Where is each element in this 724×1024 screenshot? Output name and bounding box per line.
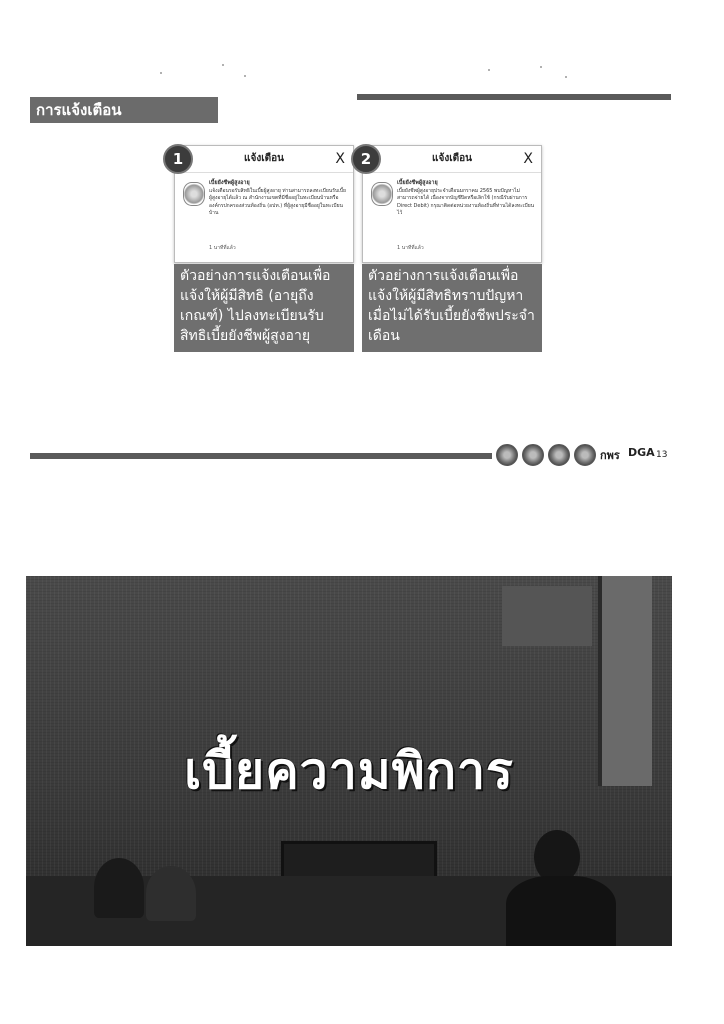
mws-logo: กพร [600,449,620,462]
agency-seal-icon [548,444,570,466]
scan-speck [565,76,567,78]
card-message: แจ้งเตือนรอรับสิทธิในเบี้ยผู้สูงอายุ ท่านสามารถลงทะเบียนรับเบี้ยผู้สูงอายุได้แล้ว ณ สำนักงานเขตที่มีชื่ออยู่ในทะเบียนบ้านหรือองค์กรปกครองส่วนท้องถิ่น (อปท.) ที่ผู้สูงอายุมีชื่ออยู่ในทะเบียนบ้าน [209,187,346,216]
wall-panel [502,586,592,646]
caption-box-2: ตัวอย่างการแจ้งเตือนเพื่อแจ้งให้ผู้มีสิทธิทราบปัญหาเมื่อไม่ได้รับเบี้ยยังชีพประจำเดือน [362,264,542,352]
card-text [397,180,535,218]
scan-speck [540,66,542,68]
footer-rule [30,453,492,459]
step-badge: 2 [351,144,381,174]
card-heading: เบี้ยยังชีพผู้สูงอายุ [397,180,438,186]
person-silhouette-left-2 [146,866,196,921]
card-body [369,180,535,258]
scan-speck [488,69,490,71]
header-rule [357,94,671,100]
card-body [181,180,347,258]
card-title: แจ้งเตือน [432,153,472,164]
title-slide-photo [26,576,672,946]
section-title: การแจ้งเตือน (Notification) [30,97,218,123]
card-message: เบี้ยยังชีพผู้สูงอายุประจำเดือนมกราคม 2565 พบปัญหาไม่สามารถจ่ายได้ เนื่องจากบัญชีปิดหรือเลิกใช้ (กรณีรับผ่านการ Direct Debit) กรุณาติดต่อหน่วยงานท้องถิ่นที่ท่านได้ลงทะเบียนไว้ [397,187,535,216]
notification-card-2 [362,145,542,263]
slide-headline: เบี้ยความพิการ [184,742,514,800]
dga-logo: DGA [628,446,655,459]
card-text [209,180,347,218]
card-timestamp: 1 นาทีที่แล้ว [209,245,236,251]
step-badge: 1 [163,144,193,174]
card-heading: เบี้ยยังชีพผู้สูงอายุ [209,180,250,186]
agency-seal-icon [496,444,518,466]
close-icon[interactable]: X [523,151,533,167]
scan-speck [222,64,224,66]
close-icon[interactable]: X [335,151,345,167]
scan-speck [244,75,246,77]
agency-seal-icon [522,444,544,466]
notification-card-1 [174,145,354,263]
card-header [363,146,541,173]
scan-speck [160,72,162,74]
card-timestamp: 1 นาทีที่แล้ว [397,245,424,251]
page-number: 13 [656,450,668,460]
person-silhouette-right-body [506,876,616,946]
government-seal-icon [183,182,205,206]
card-header [175,146,353,173]
government-seal-icon [371,182,393,206]
person-silhouette-left [94,858,144,918]
caption-box-1: ตัวอย่างการแจ้งเตือนเพื่อแจ้งให้ผู้มีสิทธิ (อายุถึงเกณฑ์) ไปลงทะเบียนรับสิทธิเบี้ยยังชีพผู้สูงอายุ [174,264,354,352]
agency-seal-icon [574,444,596,466]
card-title: แจ้งเตือน [244,153,284,164]
